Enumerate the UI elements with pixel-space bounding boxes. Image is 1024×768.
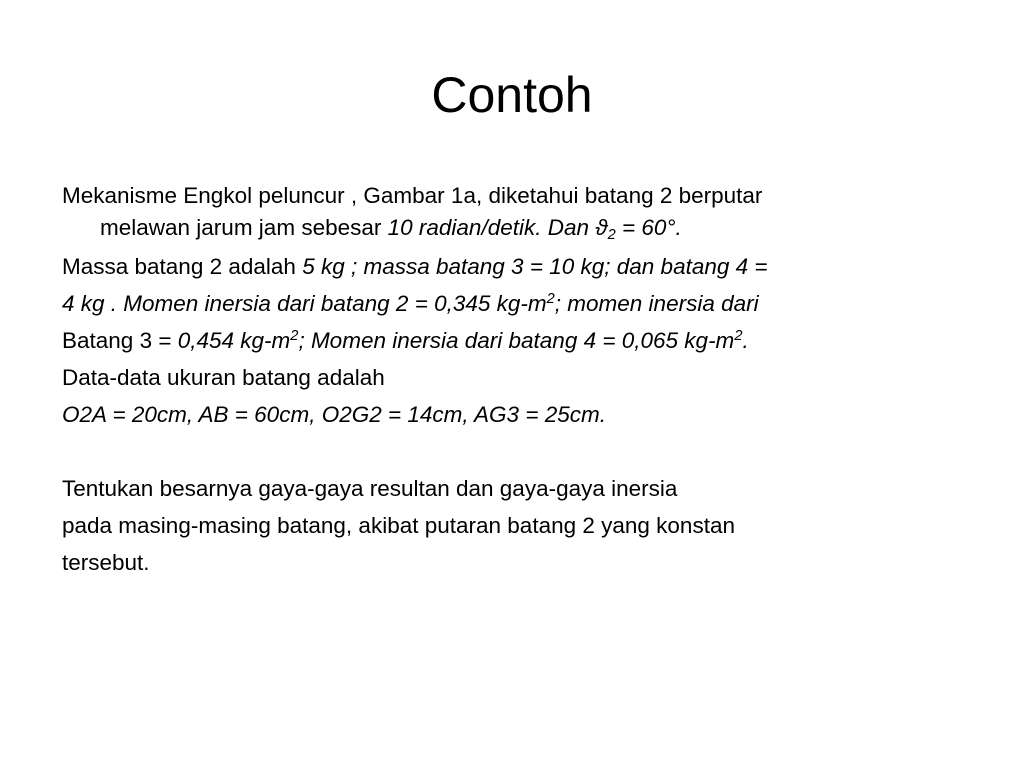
text-line-inertia-2	[62, 322, 982, 359]
spacer	[62, 433, 982, 470]
inertia-1-a: 4 kg . Momen inersia dari batang 2 = 0,345 kg-m	[62, 291, 547, 316]
inertia-1-sup: 2	[546, 290, 555, 307]
text-line-2	[62, 212, 982, 244]
text-line-2-plain: melawan jarum jam sebesar	[100, 215, 388, 240]
theta-subscript: 2	[607, 227, 616, 244]
paragraph-mechanism	[62, 180, 982, 244]
text-line-dimensions	[62, 396, 982, 433]
inertia-2-sup-b: 2	[734, 327, 743, 344]
text-line-inertia-1	[62, 285, 982, 322]
text-line-task-1: Tentukan besarnya gaya-gaya resultan dan gaya-gaya inersia	[62, 476, 678, 501]
text-line-task-3: tersebut.	[62, 550, 150, 575]
inertia-2-c: .	[742, 328, 749, 353]
inertia-1-b: ; momen inersia dari	[554, 291, 759, 316]
mass-italic: 5 kg ; massa batang 3 = 10 kg; dan batang 4 =	[302, 254, 768, 279]
inertia-2-sup-a: 2	[290, 327, 299, 344]
slide-title: Contoh	[431, 67, 593, 123]
text-line-task-2: pada masing-masing batang, akibat putaran batang 2 yang konstan	[62, 513, 735, 538]
text-line-data-header: Data-data ukuran batang adalah	[62, 365, 385, 390]
text-line-2-tail: = 60°.	[615, 215, 682, 240]
inertia-2-plain: Batang 3 =	[62, 328, 178, 353]
mass-plain: Massa batang 2 adalah	[62, 254, 303, 279]
inertia-2-b: ; Momen inersia dari batang 4 = 0,065 kg-m	[298, 328, 735, 353]
dimensions-italic: O2A = 20cm, AB = 60cm, O2G2 = 14cm, AG3 = 25cm.	[62, 402, 606, 427]
text-line-2-italic: 10 radian/detik. Dan	[387, 215, 596, 240]
text-line-1: Mekanisme Engkol peluncur , Gambar 1a, diketahui batang 2 berputar	[62, 183, 763, 208]
theta-symbol: ϑ	[595, 215, 608, 240]
text-line-mass	[62, 248, 982, 285]
inertia-2-a: 0,454 kg-m	[177, 328, 291, 353]
slide-body	[62, 180, 982, 581]
